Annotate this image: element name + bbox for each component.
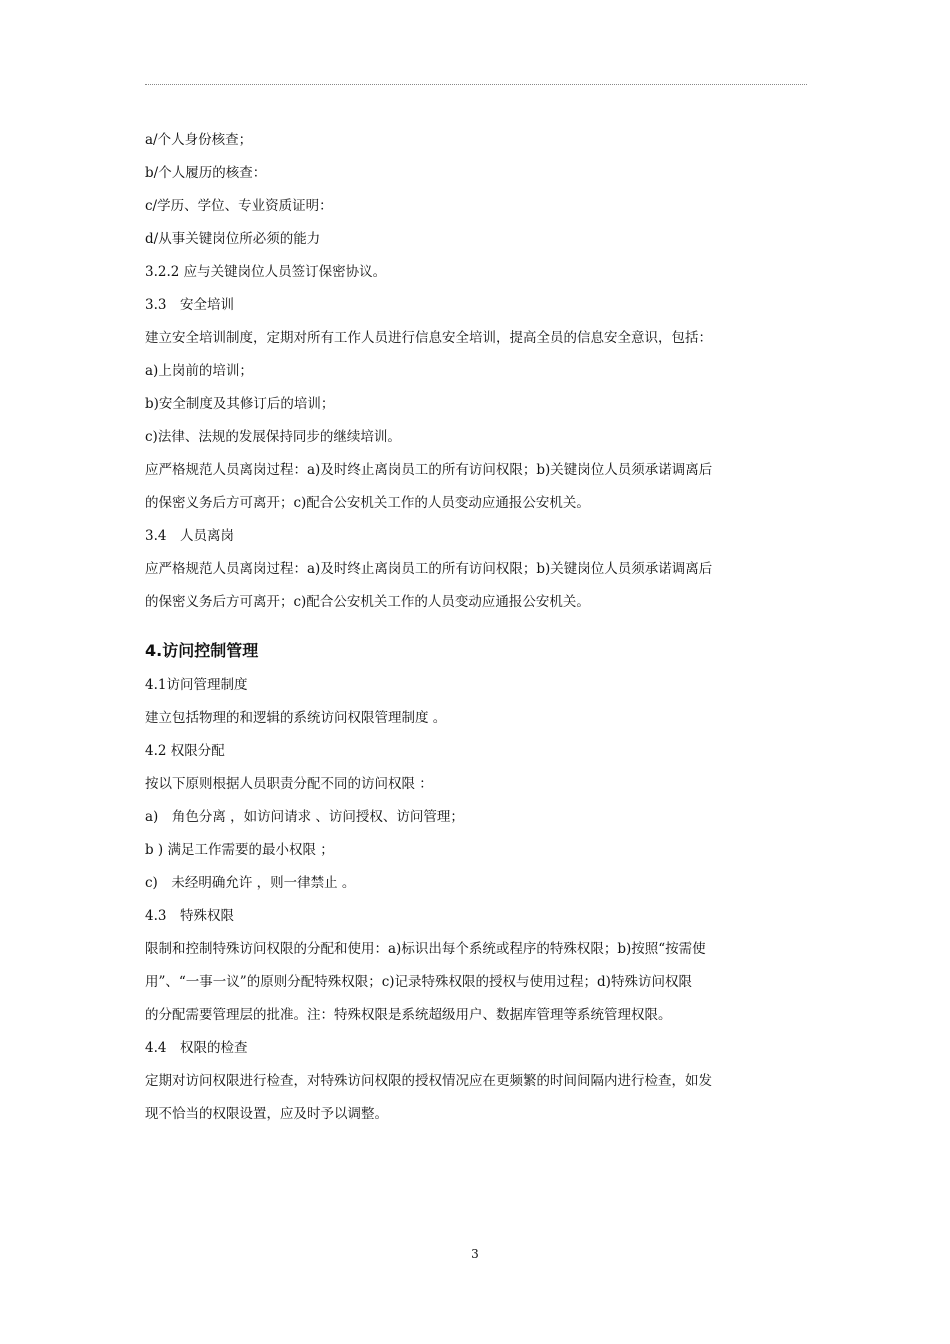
- subsection-title: 4.1访问管理制度: [145, 677, 248, 693]
- text-line: 现不恰当的权限设置，应及时予以调整。: [145, 1106, 388, 1122]
- text-line: 3.2.2 应与关键岗位人员签订保密协议。: [145, 264, 387, 280]
- subsection-title: 4.4 权限的检查: [145, 1040, 248, 1056]
- text-line: 建立安全培训制度，定期对所有工作人员进行信息安全培训，提高全员的信息安全意识，包括：: [145, 330, 712, 346]
- text-line: 按以下原则根据人员职责分配不同的访问权限 ：: [145, 776, 433, 792]
- text-line: 应严格规范人员离岗过程：a)及时终止离岗员工的所有访问权限；b)关键岗位人员须承诺调离后: [145, 561, 713, 577]
- text-line: c/学历、学位、专业资质证明：: [145, 198, 333, 214]
- text-line: 的保密义务后方可离开；c)配合公安机关工作的人员变动应通报公安机关。: [145, 495, 590, 511]
- page-number: 3: [471, 1247, 479, 1261]
- subsection-title: 4.3 特殊权限: [145, 908, 234, 924]
- subsection-title: 3.4 人员离岗: [145, 528, 234, 544]
- text-line: 用”、“一事一议”的原则分配特殊权限；c)记录特殊权限的授权与使用过程；d)特殊访问权限: [145, 974, 692, 990]
- text-line: a)上岗前的培训；: [145, 363, 253, 379]
- text-line: c) 未经明确允许 ，则一律禁止 。: [145, 875, 356, 891]
- text-line: d/从事关键岗位所必须的能力: [145, 231, 321, 247]
- header-rule: [145, 84, 807, 85]
- text-line: b ) 满足工作需要的最小权限 ；: [145, 842, 334, 858]
- document-body: [145, 124, 807, 1131]
- subsection-title: 4.2 权限分配: [145, 743, 225, 759]
- text-line: 的分配需要管理层的批准。注：特殊权限是系统超级用户、数据库管理等系统管理权限。: [145, 1007, 672, 1023]
- section-heading: 4.访问控制管理: [145, 641, 259, 660]
- text-line: 应严格规范人员离岗过程：a)及时终止离岗员工的所有访问权限；b)关键岗位人员须承诺调离后: [145, 462, 713, 478]
- text-line: a) 角色分离 ，如访问请求 、访问授权、访问管理；: [145, 809, 464, 825]
- text-line: 定期对访问权限进行检查，对特殊访问权限的授权情况应在更频繁的时间间隔内进行检查，如发: [145, 1073, 712, 1089]
- subsection-title: 3.3 安全培训: [145, 297, 234, 313]
- text-line: 限制和控制特殊访问权限的分配和使用：a)标识出每个系统或程序的特殊权限；b)按照“按需使: [145, 941, 706, 957]
- text-line: 的保密义务后方可离开；c)配合公安机关工作的人员变动应通报公安机关。: [145, 594, 590, 610]
- text-line: b)安全制度及其修订后的培训；: [145, 396, 335, 412]
- text-line: a/个人身份核查；: [145, 132, 253, 148]
- text-line: 建立包括物理的和逻辑的系统访问权限管理制度 。: [145, 710, 447, 726]
- text-line: c)法律、法规的发展保持同步的继续培训。: [145, 429, 401, 445]
- text-line: b/个人履历的核查：: [145, 165, 267, 181]
